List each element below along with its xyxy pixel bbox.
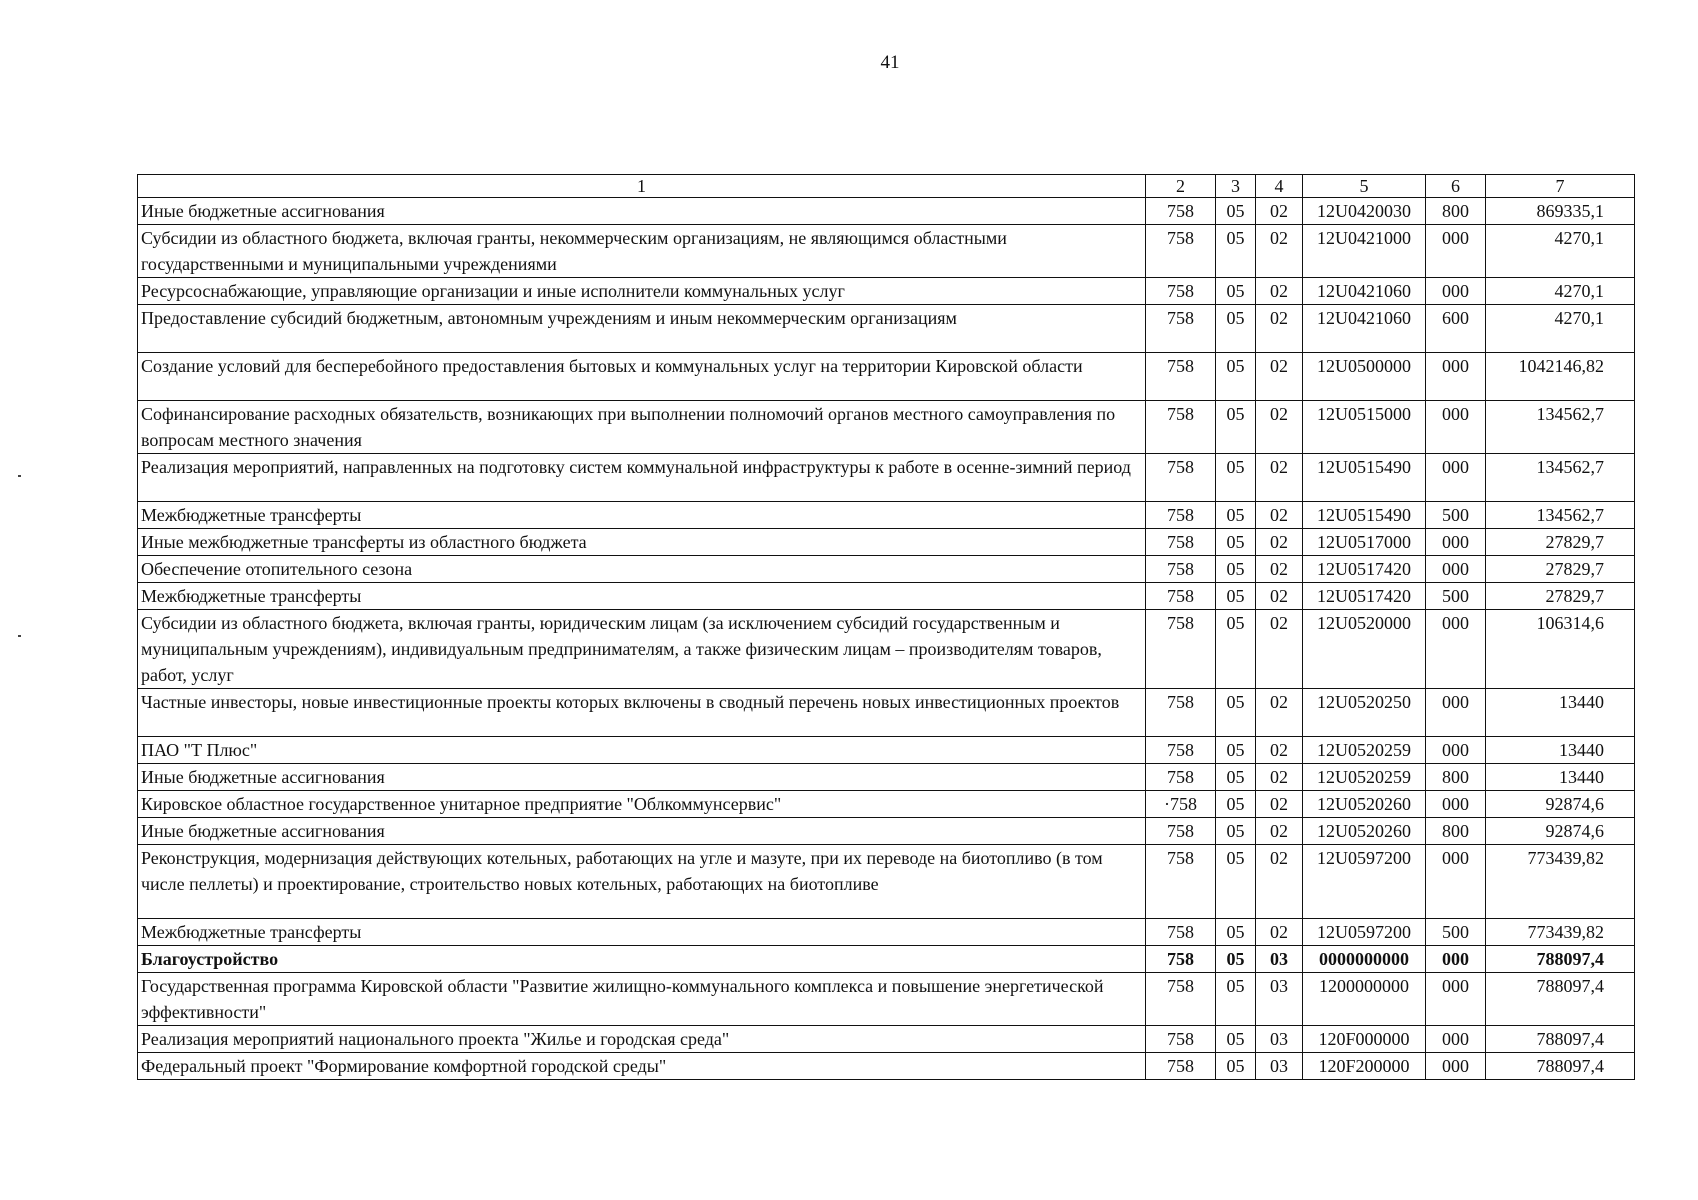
row-amount: 1042146,82 [1486,353,1635,401]
row-subsection-code: 02 [1256,401,1303,454]
row-ministry-code: 758 [1146,305,1216,353]
row-expense-type: 000 [1426,454,1486,502]
row-amount: 4270,1 [1486,278,1635,305]
row-section-code: 05 [1216,583,1256,610]
row-name: Частные инвесторы, новые инвестиционные проекты которых включены в сводный перечень новых инвестиционных проектов [138,689,1146,737]
row-subsection-code: 02 [1256,305,1303,353]
row-subsection-code: 02 [1256,791,1303,818]
row-amount: 869335,1 [1486,198,1635,225]
row-name: Межбюджетные трансферты [138,502,1146,529]
row-section-code: 05 [1216,946,1256,973]
row-ministry-code: 758 [1146,1026,1216,1053]
table-row [138,1026,1635,1053]
row-ministry-code: 758 [1146,818,1216,845]
row-section-code: 05 [1216,818,1256,845]
row-subsection-code: 03 [1256,946,1303,973]
row-subsection-code: 02 [1256,919,1303,946]
row-ministry-code: 758 [1146,353,1216,401]
row-target-code: 12U0597200 [1303,919,1426,946]
row-section-code: 05 [1216,845,1256,919]
row-expense-type: 800 [1426,198,1486,225]
row-name: Ресурсоснабжающие, управляющие организации и иные исполнители коммунальных услуг [138,278,1146,305]
row-amount: 27829,7 [1486,529,1635,556]
row-ministry-code: 758 [1146,556,1216,583]
margin-mark [18,475,21,477]
row-ministry-code: 758 [1146,689,1216,737]
row-amount: 773439,82 [1486,845,1635,919]
row-section-code: 05 [1216,764,1256,791]
margin-mark [18,635,21,637]
row-subsection-code: 02 [1256,225,1303,278]
table-row [138,454,1635,502]
row-name: ПАО "Т Плюс" [138,737,1146,764]
table-row [138,278,1635,305]
row-name: Обеспечение отопительного сезона [138,556,1146,583]
column-header: 4 [1256,175,1303,198]
row-amount: 92874,6 [1486,791,1635,818]
row-section-code: 05 [1216,502,1256,529]
row-expense-type: 000 [1426,689,1486,737]
row-section-code: 05 [1216,278,1256,305]
row-target-code: 12U0520259 [1303,764,1426,791]
row-expense-type: 000 [1426,1026,1486,1053]
row-target-code: 12U0515000 [1303,401,1426,454]
column-header: 1 [138,175,1146,198]
table-row [138,1053,1635,1080]
row-expense-type: 000 [1426,401,1486,454]
row-amount: 4270,1 [1486,305,1635,353]
row-target-code: 12U0517420 [1303,583,1426,610]
row-amount: 773439,82 [1486,919,1635,946]
row-name: Государственная программа Кировской области "Развитие жилищно-коммунального комплекса и повышение энергетической эффективности" [138,973,1146,1026]
row-amount: 134562,7 [1486,502,1635,529]
table-row [138,583,1635,610]
row-expense-type: 000 [1426,973,1486,1026]
row-amount: 106314,6 [1486,610,1635,689]
row-section-code: 05 [1216,919,1256,946]
row-amount: 4270,1 [1486,225,1635,278]
row-subsection-code: 02 [1256,818,1303,845]
row-target-code: 12U0520000 [1303,610,1426,689]
row-subsection-code: 02 [1256,764,1303,791]
row-expense-type: 000 [1426,737,1486,764]
table-row [138,818,1635,845]
table-row [138,845,1635,919]
row-ministry-code: 758 [1146,764,1216,791]
row-subsection-code: 02 [1256,502,1303,529]
row-ministry-code: 758 [1146,502,1216,529]
row-subsection-code: 03 [1256,1026,1303,1053]
row-target-code: 12U0520260 [1303,791,1426,818]
row-amount: 13440 [1486,689,1635,737]
row-target-code: 12U0520259 [1303,737,1426,764]
row-name: Создание условий для бесперебойного предоставления бытовых и коммунальных услуг на территории Кировской области [138,353,1146,401]
row-section-code: 05 [1216,737,1256,764]
row-ministry-code: ·758 [1146,791,1216,818]
row-ministry-code: 758 [1146,401,1216,454]
row-section-code: 05 [1216,529,1256,556]
row-ministry-code: 758 [1146,946,1216,973]
table-row [138,401,1635,454]
row-section-code: 05 [1216,610,1256,689]
row-subsection-code: 02 [1256,737,1303,764]
row-ministry-code: 758 [1146,583,1216,610]
row-amount: 788097,4 [1486,973,1635,1026]
row-section-code: 05 [1216,1053,1256,1080]
row-target-code: 12U0517420 [1303,556,1426,583]
row-amount: 27829,7 [1486,556,1635,583]
row-amount: 788097,4 [1486,1026,1635,1053]
column-header: 6 [1426,175,1486,198]
row-subsection-code: 02 [1256,845,1303,919]
row-expense-type: 000 [1426,353,1486,401]
row-ministry-code: 758 [1146,454,1216,502]
row-target-code: 12U0500000 [1303,353,1426,401]
row-name: Межбюджетные трансферты [138,919,1146,946]
column-header: 2 [1146,175,1216,198]
row-name: Реализация мероприятий, направленных на подготовку систем коммунальной инфраструктуры к работе в осенне-зимний период [138,454,1146,502]
table-row [138,946,1635,973]
row-name: Реконструкция, модернизация действующих котельных, работающих на угле и мазуте, при их переводе на биотопливо (в том числе пеллеты) и проектирование, строительство новых котельных, работающих на биотопливе [138,845,1146,919]
row-ministry-code: 758 [1146,737,1216,764]
row-expense-type: 000 [1426,946,1486,973]
page-number: 41 [880,52,900,73]
row-ministry-code: 758 [1146,610,1216,689]
row-amount: 27829,7 [1486,583,1635,610]
row-amount: 92874,6 [1486,818,1635,845]
row-subsection-code: 02 [1256,689,1303,737]
row-target-code: 12U0520260 [1303,818,1426,845]
row-target-code: 12U0421060 [1303,305,1426,353]
row-name: Благоустройство [138,946,1146,973]
row-expense-type: 000 [1426,1053,1486,1080]
row-name: Субсидии из областного бюджета, включая гранты, некоммерческим организациям, не являющимся областными государственными и муниципальными учреждениями [138,225,1146,278]
row-expense-type: 000 [1426,845,1486,919]
row-section-code: 05 [1216,454,1256,502]
row-subsection-code: 02 [1256,198,1303,225]
row-target-code: 12U0520250 [1303,689,1426,737]
row-target-code: 12U0597200 [1303,845,1426,919]
row-name: Предоставление субсидий бюджетным, автономным учреждениям и иным некоммерческим организациям [138,305,1146,353]
row-expense-type: 500 [1426,502,1486,529]
row-name: Реализация мероприятий национального проекта "Жилье и городская среда" [138,1026,1146,1053]
row-expense-type: 000 [1426,556,1486,583]
row-section-code: 05 [1216,198,1256,225]
row-name: Субсидии из областного бюджета, включая гранты, юридическим лицам (за исключением субсидий государственным и муниципальным учреждениям), индивидуальным предпринимателям, а также физическим лицам – производителям товаров, работ, услуг [138,610,1146,689]
row-subsection-code: 02 [1256,454,1303,502]
row-subsection-code: 02 [1256,353,1303,401]
column-header: 7 [1486,175,1635,198]
column-header-row [138,175,1635,198]
row-subsection-code: 03 [1256,1053,1303,1080]
row-expense-type: 600 [1426,305,1486,353]
row-section-code: 05 [1216,225,1256,278]
row-subsection-code: 02 [1256,529,1303,556]
row-target-code: 12U0421060 [1303,278,1426,305]
row-target-code: 12U0517000 [1303,529,1426,556]
row-amount: 134562,7 [1486,454,1635,502]
row-ministry-code: 758 [1146,278,1216,305]
row-section-code: 05 [1216,556,1256,583]
row-subsection-code: 02 [1256,278,1303,305]
row-amount: 134562,7 [1486,401,1635,454]
row-section-code: 05 [1216,973,1256,1026]
row-name: Иные бюджетные ассигнования [138,818,1146,845]
row-subsection-code: 02 [1256,583,1303,610]
row-target-code: 12U0515490 [1303,502,1426,529]
table-row [138,225,1635,278]
row-target-code: 12U0515490 [1303,454,1426,502]
row-name: Софинансирование расходных обязательств, возникающих при выполнении полномочий органов местного самоуправления по вопросам местного значения [138,401,1146,454]
table-row [138,764,1635,791]
row-ministry-code: 758 [1146,529,1216,556]
table-row [138,791,1635,818]
table-row [138,689,1635,737]
table-row [138,556,1635,583]
table-row [138,502,1635,529]
row-target-code: 1200000000 [1303,973,1426,1026]
row-expense-type: 500 [1426,919,1486,946]
row-expense-type: 000 [1426,529,1486,556]
row-amount: 13440 [1486,764,1635,791]
row-section-code: 05 [1216,401,1256,454]
table-row [138,919,1635,946]
row-section-code: 05 [1216,305,1256,353]
row-target-code: 12U0420030 [1303,198,1426,225]
table-row [138,973,1635,1026]
row-expense-type: 000 [1426,791,1486,818]
row-target-code: 12U0421000 [1303,225,1426,278]
row-ministry-code: 758 [1146,1053,1216,1080]
row-amount: 788097,4 [1486,1053,1635,1080]
row-name: Кировское областное государственное унитарное предприятие "Облкоммунсервис" [138,791,1146,818]
row-expense-type: 800 [1426,764,1486,791]
row-expense-type: 000 [1426,278,1486,305]
column-header: 5 [1303,175,1426,198]
row-expense-type: 000 [1426,225,1486,278]
table-row [138,610,1635,689]
row-expense-type: 500 [1426,583,1486,610]
row-target-code: 120F200000 [1303,1053,1426,1080]
row-amount: 788097,4 [1486,946,1635,973]
row-target-code: 120F000000 [1303,1026,1426,1053]
row-name: Иные бюджетные ассигнования [138,198,1146,225]
row-section-code: 05 [1216,1026,1256,1053]
row-section-code: 05 [1216,791,1256,818]
row-name: Иные межбюджетные трансферты из областного бюджета [138,529,1146,556]
column-header: 3 [1216,175,1256,198]
row-subsection-code: 02 [1256,610,1303,689]
row-name: Межбюджетные трансферты [138,583,1146,610]
row-amount: 13440 [1486,737,1635,764]
table-row [138,305,1635,353]
row-ministry-code: 758 [1146,919,1216,946]
row-subsection-code: 02 [1256,556,1303,583]
row-section-code: 05 [1216,353,1256,401]
row-ministry-code: 758 [1146,225,1216,278]
row-name: Иные бюджетные ассигнования [138,764,1146,791]
table-row [138,529,1635,556]
row-ministry-code: 758 [1146,198,1216,225]
row-ministry-code: 758 [1146,973,1216,1026]
row-ministry-code: 758 [1146,845,1216,919]
budget-table [137,174,1635,1080]
row-section-code: 05 [1216,689,1256,737]
row-name: Федеральный проект "Формирование комфортной городской среды" [138,1053,1146,1080]
table-row [138,737,1635,764]
row-expense-type: 800 [1426,818,1486,845]
table-row [138,353,1635,401]
row-subsection-code: 03 [1256,973,1303,1026]
row-expense-type: 000 [1426,610,1486,689]
row-target-code: 0000000000 [1303,946,1426,973]
table-row [138,198,1635,225]
